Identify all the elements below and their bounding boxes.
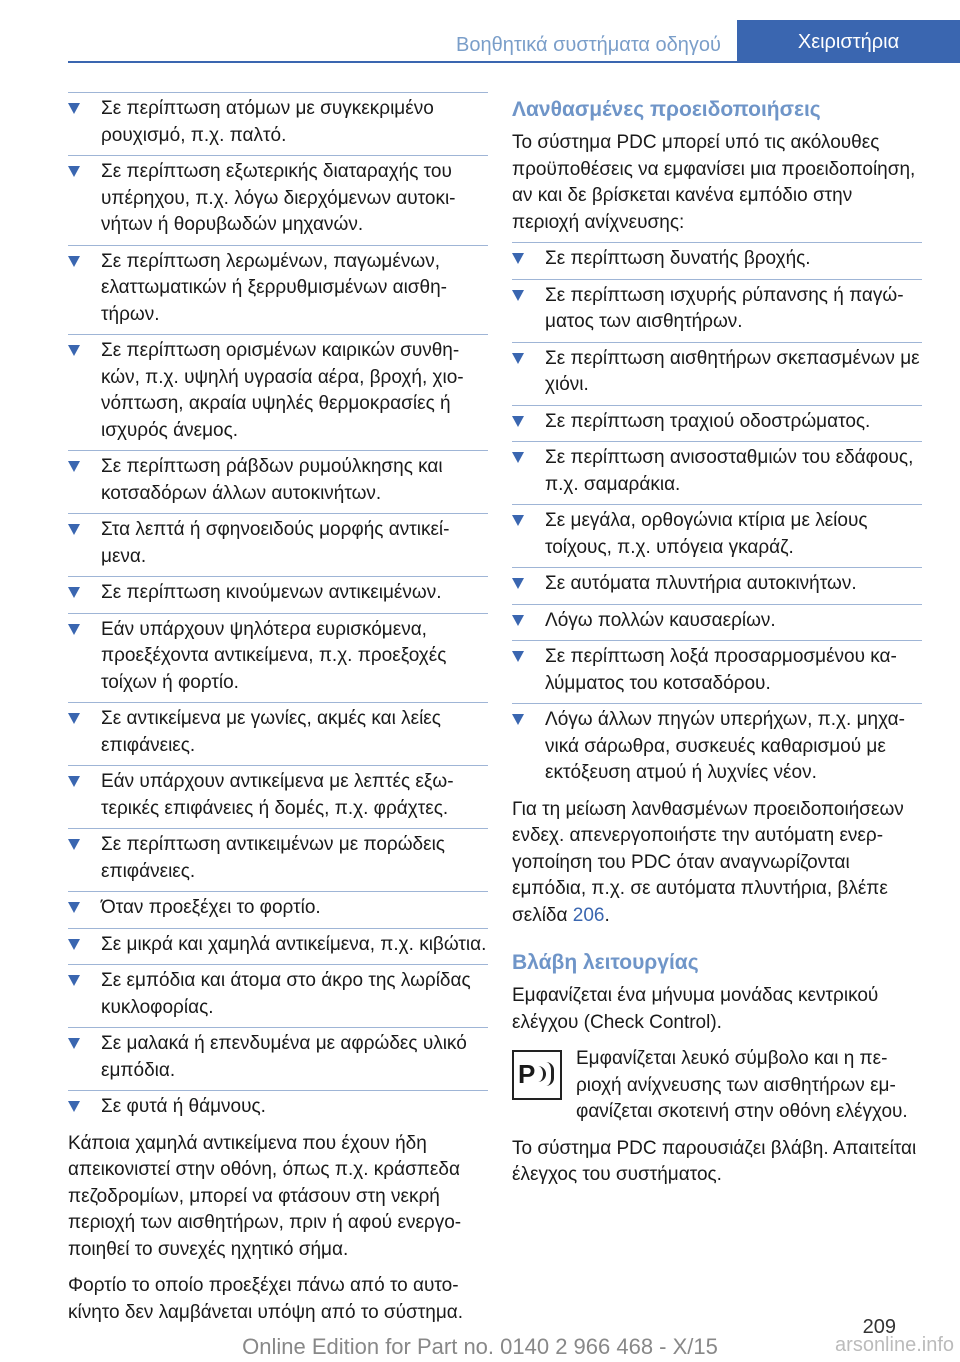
bullet-divider xyxy=(68,92,488,93)
bullet-text: Σε περίπτωση εξωτερικής διαταραχής του υπέρηχου, π.χ. λόγω διερχόμενων αυτοκινήτων ή θορυβωδών μηχανών. xyxy=(101,161,456,235)
bullet-divider xyxy=(68,245,488,246)
reduce-text: Για τη μείωση λανθασμένων προειδοποιήσεων ενδεχ. απενεργοποιήστε την αυτόματη ενεργοποίηση του PDC όταν αναγνωρίζονται εμπόδια, π.χ. σε αυτόματα πλυντήρια, βλέπε σελίδα xyxy=(512,798,904,926)
bullet-text: Εάν υπάρχουν αντικείμενα με λεπτές εξωτερικές επιφάνειες ή δομές, π.χ. φράχτες. xyxy=(101,771,454,819)
triangle-bullet-icon xyxy=(68,624,80,635)
bullet-text: Σε μαλακά ή επενδυμένα με αφρώδες υλικό εμπόδια. xyxy=(101,1033,467,1081)
bullet-divider xyxy=(512,567,922,568)
bullet-text: Σε περίπτωση τραχιού οδοστρώματος. xyxy=(545,410,871,432)
bullet-divider xyxy=(512,405,922,406)
right-bullet-list xyxy=(512,246,922,787)
edition-footer: Online Edition for Part no. 0140 2 966 468 - X/15 xyxy=(242,1334,718,1359)
false-warnings-intro: Το σύστημα PDC μπορεί υπό τις ακόλουθες προϋποθέσεις να εμφανίσει μια προειδοποίηση, αν και δε βρίσκεται κανένα εμπόδιο στην περιοχή ανίχνευσης: xyxy=(512,132,916,233)
bullet-item xyxy=(68,1031,488,1084)
page-number: 209 xyxy=(862,1316,896,1338)
bullet-text: Σε εμπόδια και άτομα στο άκρο της λωρίδας κυκλοφορίας. xyxy=(101,970,471,1018)
pdc-wave-outer-icon xyxy=(546,1062,554,1086)
bullet-text: Σε περίπτωση λοξά προσαρμοσμένου καλύμματος του κοτσαδόρου. xyxy=(545,646,897,694)
bullet-divider xyxy=(68,613,488,614)
bullet-text: Λόγω πολλών καυσαερίων. xyxy=(545,609,776,631)
bullet-divider xyxy=(68,891,488,892)
heading-malfunction: Βλάβη λειτουργίας xyxy=(512,951,699,974)
bullet-item xyxy=(512,409,922,436)
bullet-divider xyxy=(512,703,922,704)
bullet-item xyxy=(512,571,922,598)
bullet-divider xyxy=(512,604,922,605)
bullet-divider xyxy=(68,576,488,577)
reduce-paragraph xyxy=(512,797,922,930)
page-link-206[interactable]: 206 xyxy=(572,904,605,926)
bullet-item xyxy=(512,508,922,561)
triangle-bullet-icon xyxy=(68,902,80,913)
malfunction-intro: Εμφανίζεται ένα μήνυμα μονάδας κεντρικού ελέγχου (Check Control). xyxy=(512,985,879,1033)
bullet-item xyxy=(512,346,922,399)
bullet-text: Σε περίπτωση αισθητήρων σκεπασμένων με χιόνι. xyxy=(545,347,920,395)
bullet-divider xyxy=(512,640,922,641)
bullet-divider xyxy=(68,513,488,514)
bullet-text: Σε μικρά και χαμηλά αντικείμενα, π.χ. κιβώτια. xyxy=(101,933,487,955)
bullet-text: Σε περίπτωση ισχυρής ρύπανσης ή παγώματος των αισθητήρων. xyxy=(545,284,904,332)
bullet-item xyxy=(512,283,922,336)
bullet-item xyxy=(68,895,488,922)
triangle-bullet-icon xyxy=(68,713,80,724)
section-title: Βοηθητικά συστήματα οδηγού xyxy=(456,34,721,56)
triangle-bullet-icon xyxy=(512,353,524,364)
reduce-end: . xyxy=(604,904,610,926)
bullet-item xyxy=(68,617,488,697)
bullet-divider xyxy=(68,765,488,766)
triangle-bullet-icon xyxy=(68,461,80,472)
bullet-item xyxy=(512,644,922,697)
triangle-bullet-icon xyxy=(68,776,80,787)
bullet-item xyxy=(68,249,488,329)
left-paragraph-1: Κάποια χαμηλά αντικείμενα που έχουν ήδη απεικονιστεί στην οθόνη, όπως π.χ. κράσπεδα πεζοδρομίων, μπορεί να φτάσουν στη νεκρή περιοχή των αισθητήρων, πριν ή αφού ενεργοποιηθεί το συνεχές ηχητικό σήμα. xyxy=(68,1132,462,1260)
bullet-text: Σε αντικείμενα με γωνίες, ακμές και λείες επιφάνειες. xyxy=(101,708,441,756)
chapter-tab: Χειριστήρια xyxy=(737,20,960,62)
page-header xyxy=(0,0,960,62)
malfunction-result: Το σύστημα PDC παρουσιάζει βλάβη. Απαιτείται έλεγχος του συστήματος. xyxy=(512,1137,917,1185)
pdc-warning-icon xyxy=(512,1050,562,1100)
bullet-text: Σε περίπτωση ανισοσταθμιών του εδάφους, π.χ. σαμαράκια. xyxy=(545,447,914,495)
bullet-divider xyxy=(68,702,488,703)
bullet-divider xyxy=(512,504,922,505)
bullet-item xyxy=(68,769,488,822)
bullet-text: Λόγω άλλων πηγών υπερήχων, π.χ. μηχανικά σάρωθρα, συσκευές καθαρισμού με εκτόξευση ατμού ή λυχνίες νέον. xyxy=(545,709,905,783)
bullet-item xyxy=(68,832,488,885)
bullet-item xyxy=(512,707,922,787)
left-bullet-list xyxy=(68,96,488,1121)
bullet-text: Σε φυτά ή θάμνους. xyxy=(101,1096,266,1117)
bullet-divider xyxy=(68,1090,488,1091)
triangle-bullet-icon xyxy=(68,839,80,850)
heading-false-warnings: Λανθασμένες προειδοποιήσεις xyxy=(512,98,821,121)
bullet-item xyxy=(68,932,488,959)
bullet-text: Σε περίπτωση ατόμων με συγκεκριμένο ρουχισμό, π.χ. παλτό. xyxy=(101,98,434,146)
triangle-bullet-icon xyxy=(512,290,524,301)
check-control-message xyxy=(512,1046,922,1126)
malfunction-message-text: Εμφανίζεται λευκό σύμβολο και η περιοχή ανίχνευσης των αισθητήρων εμφανίζεται σκοτεινή στην οθόνη ελέγχου. xyxy=(576,1048,908,1122)
triangle-bullet-icon xyxy=(68,103,80,114)
bullet-text: Στα λεπτά ή σφηνοειδούς μορφής αντικείμενα. xyxy=(101,519,450,567)
triangle-bullet-icon xyxy=(512,515,524,526)
bullet-item xyxy=(68,338,488,444)
bullet-item xyxy=(512,445,922,498)
bullet-divider xyxy=(68,155,488,156)
bullet-text: Σε περίπτωση δυνατής βροχής. xyxy=(545,248,811,269)
triangle-bullet-icon xyxy=(68,939,80,950)
bullet-item xyxy=(68,706,488,759)
bullet-divider xyxy=(68,964,488,965)
header-rule xyxy=(68,61,960,63)
left-column xyxy=(68,96,488,1336)
pdc-wave-inner-icon xyxy=(538,1066,546,1082)
triangle-bullet-icon xyxy=(68,345,80,356)
bullet-divider xyxy=(68,1027,488,1028)
right-column xyxy=(512,96,922,1199)
triangle-bullet-icon xyxy=(512,253,524,264)
bullet-divider xyxy=(68,928,488,929)
pdc-icon-letter: P xyxy=(518,1059,536,1089)
bullet-divider xyxy=(512,441,922,442)
bullet-text: Σε περίπτωση ράβδων ρυμούλκησης και κοτσαδόρων άλλων αυτοκινήτων. xyxy=(101,456,443,504)
bullet-item xyxy=(68,159,488,239)
bullet-item xyxy=(68,454,488,507)
bullet-divider xyxy=(512,342,922,343)
bullet-item xyxy=(68,1094,488,1121)
triangle-bullet-icon xyxy=(68,256,80,267)
bullet-divider xyxy=(512,242,922,243)
triangle-bullet-icon xyxy=(512,651,524,662)
triangle-bullet-icon xyxy=(68,587,80,598)
bullet-text: Σε περίπτωση ορισμένων καιρικών συνθηκών, π.χ. υψηλή υγρασία αέρα, βροχή, χιονόπτωση, ακραία υψηλές θερμοκρασίες ή ισχυρός άνεμος. xyxy=(101,340,464,441)
bullet-item xyxy=(68,580,488,607)
bullet-item xyxy=(512,608,922,635)
bullet-item xyxy=(68,517,488,570)
triangle-bullet-icon xyxy=(68,975,80,986)
bullet-text: Σε αυτόματα πλυντήρια αυτοκινήτων. xyxy=(545,573,857,594)
bullet-text: Όταν προεξέχει το φορτίο. xyxy=(101,897,321,918)
triangle-bullet-icon xyxy=(68,166,80,177)
triangle-bullet-icon xyxy=(512,714,524,725)
triangle-bullet-icon xyxy=(512,615,524,626)
triangle-bullet-icon xyxy=(512,416,524,427)
bullet-divider xyxy=(68,828,488,829)
bullet-item xyxy=(68,96,488,149)
bullet-item xyxy=(512,246,922,273)
bullet-text: Σε μεγάλα, ορθογώνια κτίρια με λείους τοίχους, π.χ. υπόγεια γκαράζ. xyxy=(545,510,868,558)
triangle-bullet-icon xyxy=(68,524,80,535)
triangle-bullet-icon xyxy=(68,1101,80,1112)
bullet-item xyxy=(68,968,488,1021)
left-paragraph-2: Φορτίο το οποίο προεξέχει πάνω από το αυτοκίνητο δεν λαμβάνεται υπόψη από το σύστημα. xyxy=(68,1275,464,1323)
bullet-text: Σε περίπτωση κινούμενων αντικειμένων. xyxy=(101,582,442,603)
watermark: arsonline.info xyxy=(835,1334,954,1356)
triangle-bullet-icon xyxy=(512,452,524,463)
bullet-text: Σε περίπτωση αντικειμένων με πορώδεις επιφάνειες. xyxy=(101,834,445,882)
bullet-text: Εάν υπάρχουν ψηλότερα ευρισκόμενα, προεξέχοντα αντικείμενα, π.χ. προεξοχές τοίχων ή φορτίο. xyxy=(101,618,447,693)
triangle-bullet-icon xyxy=(68,1038,80,1049)
bullet-divider xyxy=(68,334,488,335)
bullet-text: Σε περίπτωση λερωμένων, παγωμένων, ελαττωματικών ή ξερρυθμισμένων αισθητήρων. xyxy=(101,250,447,325)
triangle-bullet-icon xyxy=(512,578,524,589)
bullet-divider xyxy=(512,279,922,280)
bullet-divider xyxy=(68,450,488,451)
